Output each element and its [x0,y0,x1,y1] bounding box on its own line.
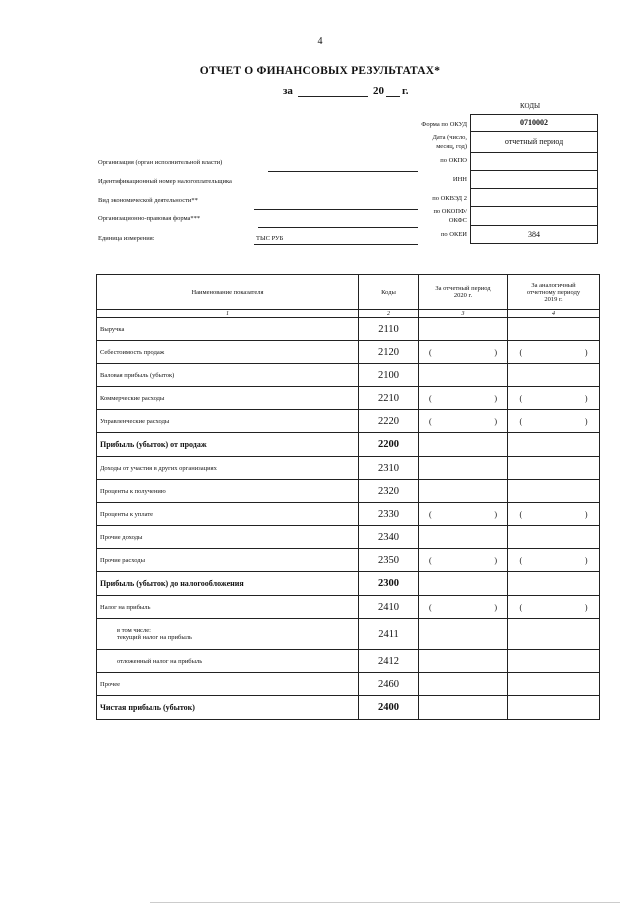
table-row [97,457,600,480]
value-cell-current[interactable] [419,673,508,696]
row-code: 2411 [359,619,419,650]
row-name-text: Налог на прибыль [100,603,151,611]
value-cell-current[interactable] [419,318,508,341]
activity-label: Вид экономической деятельности** [98,197,198,204]
value-cell-current[interactable] [419,480,508,503]
value-cell-previous[interactable] [508,433,600,457]
row-name [97,410,359,433]
column-number-row [97,310,600,318]
activity-input[interactable] [254,199,418,210]
value-cell-previous[interactable] [508,619,600,650]
row-code: 2310 [359,457,419,480]
paren-close: ) [494,347,497,357]
row-name-text: Себестоимость продаж [100,348,165,356]
organization-label: Организация (орган исполнительной власти) [98,159,223,166]
row-code: 2100 [359,364,419,387]
value-cell-current[interactable] [419,457,508,480]
value-cell-previous[interactable] [508,650,600,673]
financial-results-table [96,274,600,720]
row-name [97,696,359,720]
row-code: 2300 [359,572,419,596]
paren-open: ( [429,555,432,565]
row-name-text-2: текущий налог на прибыль [117,634,192,641]
col-number: 3 [419,310,508,318]
paren-open: ( [519,416,523,426]
paren-close: ) [584,602,588,612]
row-name [97,503,359,526]
row-code: 2410 [359,596,419,619]
legal-form-label: Организационно-правовая форма*** [98,215,201,222]
row-code: 2320 [359,480,419,503]
paren-close: ) [584,509,588,519]
value-cell-previous[interactable] [508,596,600,619]
row-name [97,364,359,387]
table-row [97,387,600,410]
value-cell-current[interactable] [419,364,508,387]
period-year-blank[interactable] [386,86,400,97]
paren-open: ( [519,347,523,357]
paren-close: ) [584,347,588,357]
table-row [97,549,600,572]
value-cell-previous[interactable] [508,673,600,696]
value-cell-current[interactable] [419,596,508,619]
paren-close: ) [494,602,497,612]
row-name-text: отложенный налог на прибыль [117,657,203,665]
value-cell-previous[interactable] [508,503,600,526]
bottom-divider [150,902,620,903]
table-row [97,410,600,433]
okpo-label: по ОКПО [440,157,467,164]
unit-value: ТЫС РУБ [256,235,284,242]
table-row [97,318,600,341]
row-name [97,457,359,480]
okei-code: 384 [528,230,540,239]
value-cell-current[interactable] [419,341,508,364]
row-name [97,650,359,673]
okud-label: Форма по ОКУД [421,121,467,128]
row-name [97,387,359,410]
header-name: Наименование показателя [97,275,359,310]
codes-header: КОДЫ [520,102,541,110]
period-year-prefix: 20 [373,85,384,97]
row-name-text: Проценты к получению [100,487,166,495]
paren-open: ( [429,347,432,357]
col-number: 1 [97,310,359,318]
row-name-text: Прибыль (убыток) до налогообложения [100,579,244,588]
paren-close: ) [494,555,497,565]
okpo-field[interactable] [471,153,597,171]
paren-open: ( [519,602,523,612]
value-cell-current[interactable] [419,433,508,457]
value-cell-current[interactable] [419,526,508,549]
row-code: 2400 [359,696,419,720]
table-row [97,526,600,549]
value-cell-current[interactable] [419,549,508,572]
value-cell-current[interactable] [419,410,508,433]
paren-open: ( [429,602,432,612]
value-cell-previous[interactable] [508,526,600,549]
row-name-text: Проценты к уплате [100,510,154,518]
value-cell-current[interactable] [419,572,508,596]
paren-close: ) [584,416,588,426]
value-cell-current[interactable] [419,387,508,410]
header-prev-line-3: 2019 г. [544,295,563,303]
row-name-text: в том числе: [117,627,151,634]
paren-close: ) [494,416,497,426]
page-number: 4 [317,36,323,47]
value-cell-previous[interactable] [508,341,600,364]
okopf-field[interactable] [471,207,597,226]
paren-open: ( [519,393,523,403]
table-row [97,480,600,503]
row-code: 2200 [359,433,419,457]
table-row [97,364,600,387]
header-previous-period [508,275,600,310]
period-prefix: за [283,85,293,97]
row-code: 2110 [359,318,419,341]
paren-open: ( [429,393,432,403]
value-cell-current[interactable] [419,650,508,673]
row-name-text: Прочие расходы [100,556,145,564]
period-blank[interactable] [298,86,368,97]
row-code: 2210 [359,387,419,410]
row-name [97,433,359,457]
paren-open: ( [429,509,432,519]
tax-id-label: Идентификационный номер налогоплательщика [98,178,232,185]
row-name-text: Управленческие расходы [100,417,170,425]
row-name [97,572,359,596]
header-current-line-1: За отчетный период [435,285,491,292]
row-code: 2330 [359,503,419,526]
paren-open: ( [519,555,523,565]
value-cell-previous[interactable] [508,364,600,387]
value-cell-current[interactable] [419,619,508,650]
value-cell-previous[interactable] [508,387,600,410]
okud-code: 0710002 [471,115,597,132]
okved-label: по ОКВЭД 2 [432,195,467,202]
row-code: 2460 [359,673,419,696]
value-cell-previous[interactable] [508,410,600,433]
row-name-text: Прочее [100,680,121,688]
row-code: 2220 [359,410,419,433]
date-period-field[interactable]: отчетный период [471,132,597,153]
header-prev-line-1: За аналогичный [531,281,576,289]
table-header-row [97,275,600,310]
codes-box [470,114,598,244]
value-cell-previous[interactable] [508,572,600,596]
row-name-text: Доходы от участия в других организациях [100,464,217,472]
table-row [97,673,600,696]
paren-close: ) [584,555,588,565]
table-row [97,596,600,619]
header-current-line-2: 2020 г. [453,292,473,299]
period-year-suffix: г. [402,85,409,97]
table-row [97,650,600,673]
paren-close: ) [584,393,588,403]
row-name-text: Прибыль (убыток) от продаж [100,440,207,449]
table-row [97,341,600,364]
paren-close: ) [494,393,497,403]
row-name [97,341,359,364]
header-code: Коды [359,275,419,310]
row-code: 2350 [359,549,419,572]
okopf-label-2: ОКФС [448,217,467,224]
table-row [97,503,600,526]
row-name [97,318,359,341]
paren-open: ( [429,416,432,426]
value-cell-previous[interactable] [508,549,600,572]
okei-label: по ОКЕИ [440,231,467,238]
value-cell-previous[interactable] [508,457,600,480]
table-row [97,433,600,457]
row-code: 2412 [359,650,419,673]
report-title: ОТЧЕТ О ФИНАНСОВЫХ РЕЗУЛЬТАТАХ* [199,65,441,77]
value-cell-current[interactable] [419,503,508,526]
col-number: 4 [508,310,600,318]
organization-input[interactable] [268,161,418,172]
inn-label: ИНН [452,176,467,183]
value-cell-previous[interactable] [508,318,600,341]
row-name [97,596,359,619]
value-cell-previous[interactable] [508,480,600,503]
value-cell-previous[interactable] [508,696,600,720]
row-name [97,526,359,549]
row-code: 2340 [359,526,419,549]
date-label-1: Дата (число, [432,134,467,141]
row-name [97,480,359,503]
table-row [97,696,600,720]
okopf-label-1: по ОКОПФ/ [433,208,467,215]
row-name [97,619,359,650]
paren-open: ( [519,509,523,519]
row-code: 2120 [359,341,419,364]
paren-close: ) [494,509,497,519]
unit-label: Единица измерения: [98,235,155,242]
value-cell-current[interactable] [419,696,508,720]
row-name-text: Коммерческие расходы [100,394,165,402]
legal-form-input[interactable] [258,217,418,228]
table-row [97,619,600,650]
table-row [97,572,600,596]
row-name-text: Валовая прибыль (убыток) [100,371,175,379]
row-name-text: Чистая прибыль (убыток) [100,703,195,712]
col-number: 2 [359,310,419,318]
header-current-period [419,275,508,310]
row-name-text: Прочие доходы [100,533,143,541]
row-name [97,549,359,572]
date-label-2: месяц, год) [436,143,467,150]
inn-field[interactable] [471,171,597,189]
header-prev-line-2: отчетному периоду [526,288,581,296]
okved-field[interactable] [471,189,597,207]
row-name-text: Выручка [100,325,125,333]
row-name [97,673,359,696]
unit-underline [254,244,418,245]
